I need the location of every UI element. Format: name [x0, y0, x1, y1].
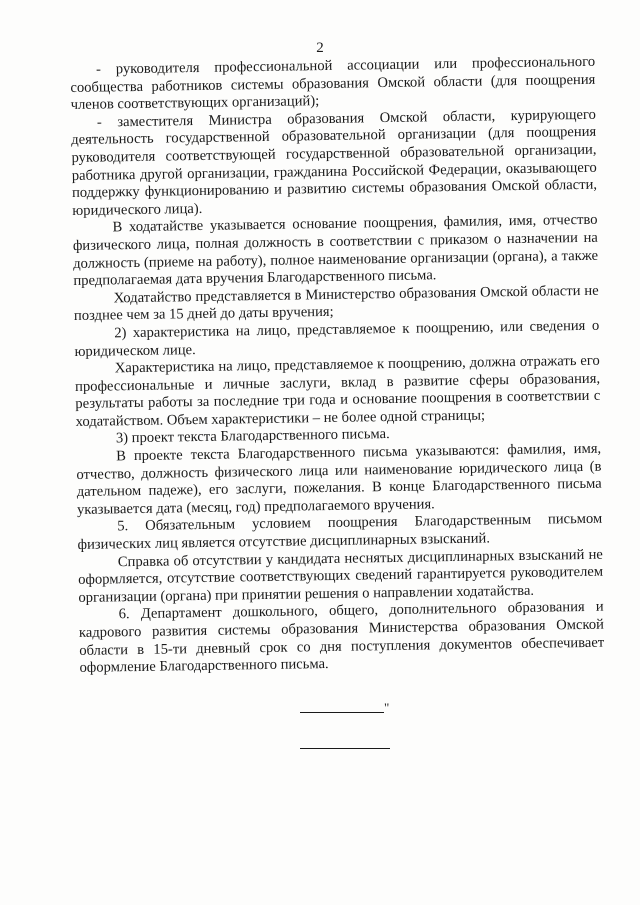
closing-divider-lower — [300, 748, 390, 749]
document-body — [70, 54, 605, 678]
paragraph-item-5: 5. Обязательным условием поощрения Благодарственным письмом физических лиц является отсутствие дисциплинарных взысканий. — [77, 511, 603, 553]
closing-quote-mark: " — [384, 700, 390, 715]
paragraph-item-6: 6. Департамент дошкольного, общего, дополнительного образования и кадрового развития системы образования Министерства образования Омской области в 15-ти дневный срок со дня поступления документов обеспечивает оформление Благодарственного письма. — [78, 599, 605, 677]
paragraph-item-2: 2) характеристика на лицо, представляемое к поощрению, или сведения о юридическом лице. — [74, 317, 600, 360]
page-number: 2 — [316, 40, 324, 56]
paragraph-petition-content: В ходатайстве указывается основание поощрения, фамилия, имя, отчество физического лица, полная должность в соответствии с приказом о назначении на должность (приеме на работу), полное наименование организации (органа), а также предполагаемая дата вручения Благодарственного письма. — [72, 212, 599, 290]
paragraph-association-head: - руководителя профессиональной ассоциации или профессионального сообщества работников системы образования Омской области (для поощрения членов соответствующих организаций); — [70, 53, 596, 114]
paragraph-characteristic: Характеристика на лицо, представляемое к поощрению, должна отражать его профессиональные и личные заслуги, вклад в развитие сферы образования, результаты работы за последние три года и основание поощрения в соответствии с ходатайством. Объем характеристики – не более одной страницы; — [74, 352, 601, 430]
closing-divider-upper — [300, 712, 384, 713]
paragraph-item-3: 3) проект текста Благодарственного письма. — [115, 426, 390, 447]
paragraph-petition-deadline: Ходатайство представляется в Министерство образования Омской области не позднее чем за 15 дней до даты вручения; — [73, 282, 599, 325]
paragraph-deputy-minister: - заместителя Министра образования Омской области, курирующего деятельность государственной образовательной организации (для поощрения руководителя соответствующей государственной образовательной организации, работника другой организации, гражданина Российской Федерации, оказывающего поддержку функционированию и развитию системы образования Омской области, юридического лица). — [71, 106, 598, 219]
paragraph-certificate: Справка об отсутствии у кандидата неснятых дисциплинарных взысканий не оформляется, отсутствие соответствующих сведений гарантируется руководителем организации (органа) при принятии решения о направлении ходатайства. — [78, 546, 604, 606]
paragraph-draft-text: В проекте текста Благодарственного письма указываются: фамилия, имя, отчество, должность физического лица или наименование юридического лица (в дательном падеже), его заслуги, пожелания. В конце Благодарственного письма указывается дата (месяц, год) предполагаемого вручения. — [76, 440, 602, 518]
